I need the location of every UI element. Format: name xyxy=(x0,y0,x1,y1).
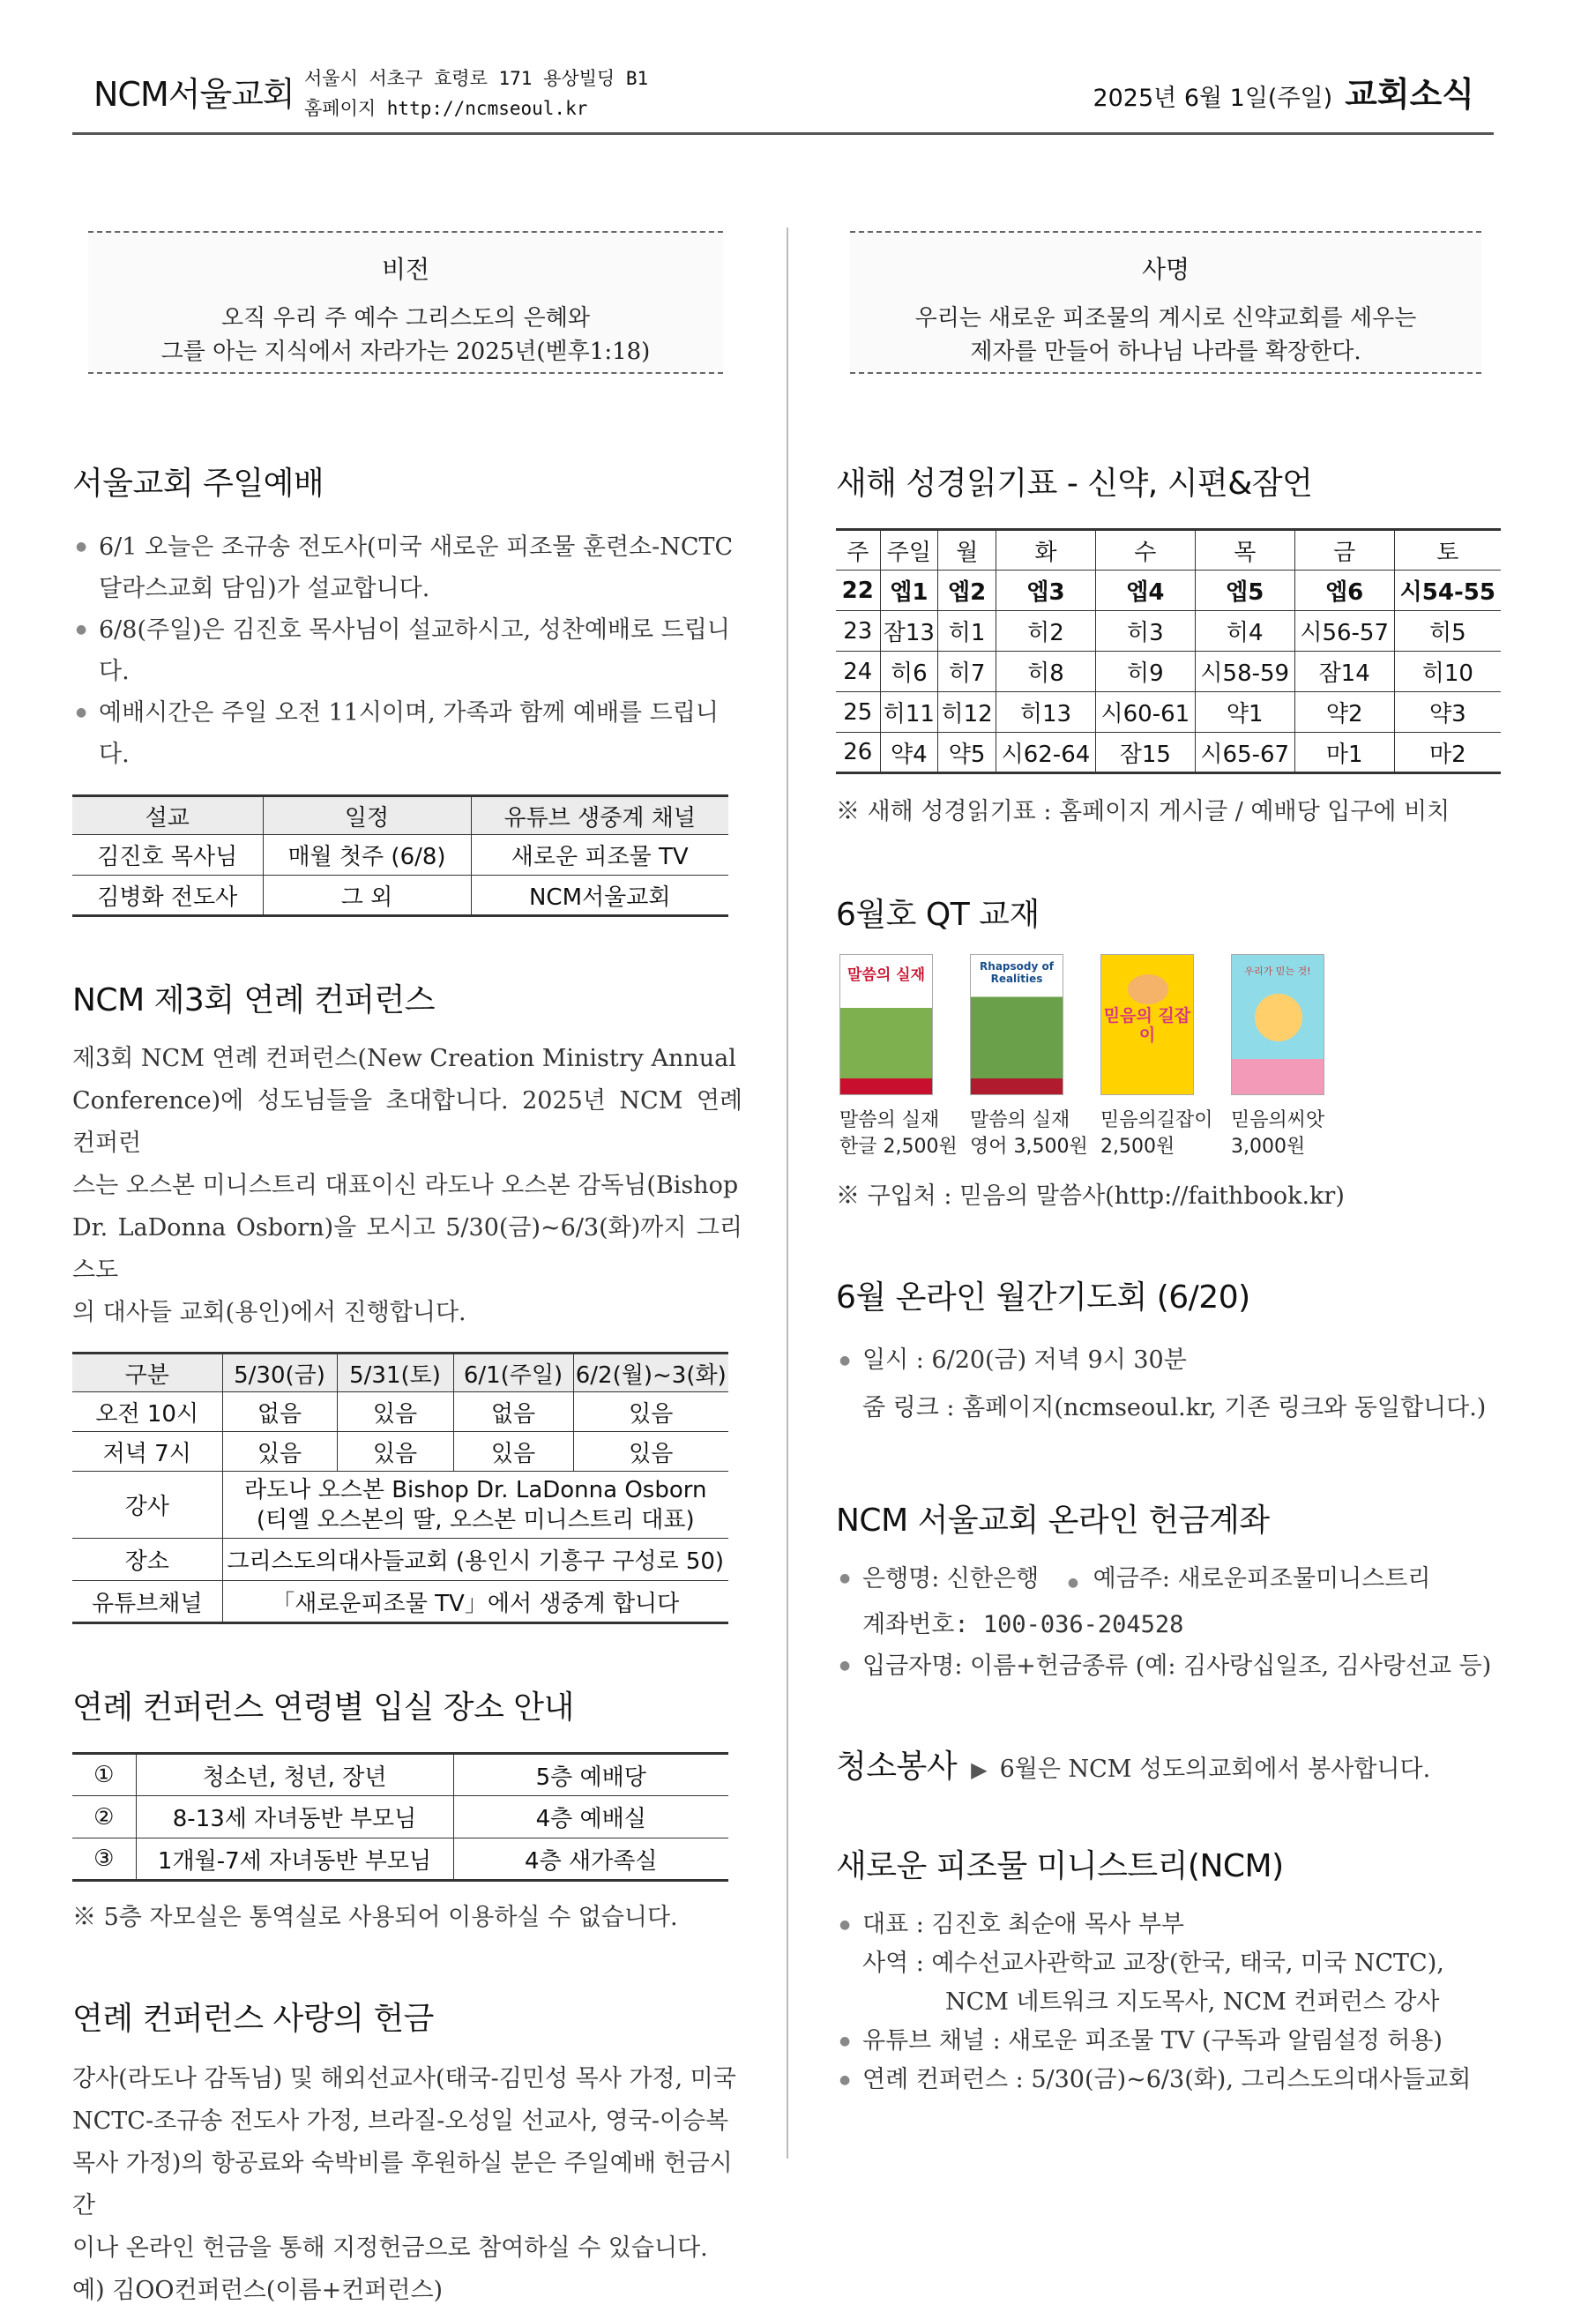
vision-line: 오직 우리 주 예수 그리스도의 은혜와 xyxy=(220,305,591,332)
para-line: Dr. LaDonna Osborn)을 모시고 5/30(금)~6/3(화)까지 그리스도 xyxy=(72,1214,742,1284)
cover-text: Rhapsody of Realities xyxy=(980,960,1054,985)
table-row xyxy=(72,1838,728,1881)
list-item: ● 은행명: 신한은행 ● 예금주: 새로운피조물미니스트리 xyxy=(836,1558,1506,1604)
table-cell: 24 xyxy=(836,652,880,692)
table-header: 유튜브 생중계 채널 xyxy=(471,796,728,835)
offering-title: 연례 컨퍼런스 사랑의 헌금 xyxy=(72,2001,434,2037)
table-cell: 히2 xyxy=(996,611,1096,652)
table-header: 5/30(금) xyxy=(222,1354,337,1392)
bank-name: 은행명: 신한은행 xyxy=(862,1565,1040,1592)
qt-book-cover xyxy=(1231,954,1324,1095)
table-cell: 「새로운피조물 TV」에서 생중계 합니다 xyxy=(222,1581,728,1623)
church-name: NCM서울교회 xyxy=(93,75,295,114)
list-item-cont: 달라스교회 담임)가 설교합니다. xyxy=(99,575,430,602)
table-cell: 마1 xyxy=(1294,733,1394,773)
mission-title: 사명 xyxy=(1141,255,1190,284)
worship-title: 서울교회 주일예배 xyxy=(72,466,324,502)
table-header: 월 xyxy=(938,530,996,571)
conference-title: NCM 제3회 연례 컨퍼런스 xyxy=(72,982,436,1018)
worship-table xyxy=(72,794,728,917)
table-cell: 5층 예배당 xyxy=(453,1754,728,1796)
cover-band xyxy=(1232,1059,1324,1094)
account-bullets xyxy=(836,1558,1506,1687)
table-cell: 약4 xyxy=(880,733,938,773)
table-header: 일정 xyxy=(263,796,471,835)
table-cell: 26 xyxy=(836,733,880,773)
list-item: ● 연례 컨퍼런스 : 5/30(금)~6/3(화), 그리스도의대사들교회 xyxy=(836,2061,1506,2099)
left-column xyxy=(72,459,742,2312)
table-row xyxy=(72,1539,728,1581)
table-cell: 마2 xyxy=(1394,733,1501,773)
table-cell: 없음 xyxy=(453,1392,573,1432)
qt-label xyxy=(839,1108,970,1160)
bulletin-title: 교회소식 xyxy=(1345,75,1474,114)
table-cell: 있음 xyxy=(453,1432,573,1472)
table-cell: 히12 xyxy=(938,692,996,733)
reading-note: ※ 새해 성경읽기표 : 홈페이지 게시글 / 예배당 입구에 비치 xyxy=(836,798,1451,825)
table-header: 화 xyxy=(996,530,1096,571)
table-cell: 시54-55 xyxy=(1394,571,1501,611)
church-address xyxy=(304,63,648,123)
table-cell: 1개월-7세 자녀동반 부모님 xyxy=(136,1838,453,1881)
qt-label-price: 3,000원 xyxy=(1231,1136,1306,1158)
header-right xyxy=(1093,67,1474,116)
table-cell: 히4 xyxy=(1195,611,1294,652)
table-cell: 청소년, 청년, 장년 xyxy=(136,1754,453,1796)
para-line: 스는 오스본 미니스트리 대표이신 라도나 오스본 감독님(Bishop xyxy=(72,1172,739,1199)
cleaning-text: 6월은 NCM 성도의교회에서 봉사합니다. xyxy=(999,1756,1431,1783)
cover-text: 믿음의 길잡이 xyxy=(1103,1006,1191,1045)
cleaning-row xyxy=(836,1741,1506,1786)
table-row xyxy=(836,733,1501,773)
rooms-note: ※ 5층 자모실은 통역실로 사용되어 이용하실 수 없습니다. xyxy=(72,1904,678,1931)
worship-bullets xyxy=(72,526,742,775)
table-cell: 김진호 목사님 xyxy=(72,835,263,876)
table-cell: 매월 첫주 (6/8) xyxy=(263,835,471,876)
rooms-title: 연례 컨퍼런스 연령별 입실 장소 안내 xyxy=(72,1689,574,1726)
speaker-line: (티엘 오스본의 딸, 오스본 미니스트리 대표) xyxy=(256,1506,695,1533)
table-cell: 히7 xyxy=(938,652,996,692)
table-cell: 있음 xyxy=(337,1392,453,1432)
table-row xyxy=(72,1754,728,1796)
table-header: 목 xyxy=(1195,530,1294,571)
table-cell: 히13 xyxy=(996,692,1096,733)
list-item: ● 대표 : 김진호 최순애 목사 부부 xyxy=(836,1906,1506,1944)
bulletin-date: 2025년 6월 1일(주일) xyxy=(1093,85,1333,112)
para-line: 강사(라도나 감독님) 및 해외선교사(태국-김민성 목사 가정, 미국 xyxy=(72,2065,736,2092)
table-cell: 시60-61 xyxy=(1095,692,1195,733)
qt-note: ※ 구입처 : 믿음의 말씀사(http://faithbook.kr) xyxy=(836,1182,1345,1210)
table-row xyxy=(72,835,728,876)
cover-band xyxy=(840,1078,932,1094)
conference-table xyxy=(72,1352,728,1624)
table-cell: 8-13세 자녀동반 부모님 xyxy=(136,1796,453,1838)
cover-figure-icon xyxy=(1128,974,1168,1004)
ncm-bullets xyxy=(836,1906,1506,2099)
qt-label-price: 2,500원 xyxy=(1100,1136,1175,1158)
qt-label-name: 말씀의 실재 xyxy=(970,1109,1070,1131)
vision-box xyxy=(88,231,723,374)
qt-label xyxy=(1231,1108,1361,1160)
conference-para xyxy=(72,1038,742,1334)
para-line: 제3회 NCM 연례 컨퍼런스(New Creation Ministry Annual xyxy=(72,1045,736,1072)
table-row xyxy=(836,611,1501,652)
qt-labels xyxy=(839,1108,1506,1160)
table-header: 구분 xyxy=(72,1354,222,1392)
list-item: 사역 : 예수선교사관학교 교장(한국, 태국, 미국 NCTC), xyxy=(862,1950,1444,1977)
cover-text: 우리가 믿는 것! xyxy=(1244,966,1311,977)
table-cell: 히5 xyxy=(1394,611,1501,652)
table-cell: 엡6 xyxy=(1294,571,1394,611)
list-item: ● 예배시간은 주일 오전 11시이며, 가족과 함께 예배를 드립니다. xyxy=(72,692,742,775)
cover-figure-icon xyxy=(1255,994,1302,1041)
table-cell: 시58-59 xyxy=(1195,652,1294,692)
table-cell: 4층 새가족실 xyxy=(453,1838,728,1881)
qt-books xyxy=(839,954,1506,1095)
table-header: 토 xyxy=(1394,530,1501,571)
rooms-table xyxy=(72,1752,728,1882)
table-cell: 저녁 7시 xyxy=(72,1432,222,1472)
table-cell: 오전 10시 xyxy=(72,1392,222,1432)
table-cell: 잠14 xyxy=(1294,652,1394,692)
table-row xyxy=(836,692,1501,733)
cover-text: 말씀의 실재 xyxy=(846,966,926,984)
table-header: 금 xyxy=(1294,530,1394,571)
vision-line: 그를 아는 지식에서 자라가는 2025년(벧후1:18) xyxy=(160,339,651,365)
table-header: 주 xyxy=(836,530,880,571)
table-cell: 히9 xyxy=(1095,652,1195,692)
qt-book-cover xyxy=(839,954,933,1095)
table-cell: 새로운 피조물 TV xyxy=(471,835,728,876)
table-row xyxy=(72,1432,728,1472)
table-cell: 시62-64 xyxy=(996,733,1096,773)
table-cell: 잠13 xyxy=(880,611,938,652)
table-cell: 엡5 xyxy=(1195,571,1294,611)
qt-title: 6월호 QT 교재 xyxy=(836,897,1040,933)
table-row xyxy=(72,1392,728,1432)
table-cell: 엡2 xyxy=(938,571,996,611)
para-line: 의 대사들 교회(용인)에서 진행합니다. xyxy=(72,1299,466,1326)
qt-label-name: 믿음의씨앗 xyxy=(1231,1109,1325,1131)
para-line: 이나 온라인 헌금을 통해 지정헌금으로 참여하실 수 있습니다. xyxy=(72,2234,708,2262)
right-column xyxy=(836,459,1506,2099)
qt-label-price: 한글 2,500원 xyxy=(839,1136,958,1158)
table-row xyxy=(72,1581,728,1623)
table-header: 5/31(토) xyxy=(337,1354,453,1392)
para-line: Conference)에 성도님들을 초대합니다. 2025년 NCM 연례 컨퍼런 xyxy=(72,1087,742,1157)
para-line: 예) 김OO컨퍼런스(이름+컨퍼런스) xyxy=(72,2277,444,2304)
table-cell: 22 xyxy=(836,571,880,611)
table-cell: 없음 xyxy=(222,1392,337,1432)
account-holder: 예금주: 새로운피조물미니스트리 xyxy=(1093,1565,1431,1592)
table-cell: 장소 xyxy=(72,1539,222,1581)
table-header: 6/2(월)~3(화) xyxy=(573,1354,728,1392)
table-header: 수 xyxy=(1095,530,1195,571)
table-cell: 강사 xyxy=(72,1472,222,1539)
table-cell: 시56-57 xyxy=(1294,611,1394,652)
list-item: 줌 링크 : 홈페이지(ncmseoul.kr, 기존 링크와 동일합니다.) xyxy=(862,1394,1487,1421)
prayer-title: 6월 온라인 월간기도회 (6/20) xyxy=(836,1279,1250,1316)
table-cell: 히10 xyxy=(1394,652,1501,692)
table-cell: 약1 xyxy=(1195,692,1294,733)
ncm-title: 새로운 피조물 미니스트리(NCM) xyxy=(836,1848,1284,1884)
list-item: ● 유튜브 채널 : 새로운 피조물 TV (구독과 알림설정 허용) xyxy=(836,2022,1506,2061)
table-cell: 히11 xyxy=(880,692,938,733)
table-cell: 있음 xyxy=(573,1392,728,1432)
list-item: 계좌번호: 100-036-204528 xyxy=(862,1611,1184,1638)
table-cell: 있음 xyxy=(337,1432,453,1472)
table-header: 6/1(주일) xyxy=(453,1354,573,1392)
mission-line: 제자를 만들어 하나님 나라를 확장한다. xyxy=(970,339,1361,365)
table-cell: 그 외 xyxy=(263,876,471,916)
list-item: ● 6/8(주일)은 김진호 목사님이 설교하시고, 성찬예배로 드립니다. xyxy=(72,609,742,692)
table-row xyxy=(72,1472,728,1539)
reading-table xyxy=(836,528,1501,774)
table-header: 설교 xyxy=(72,796,263,835)
qt-label-price: 영어 3,500원 xyxy=(970,1136,1088,1158)
table-header: 주일 xyxy=(880,530,938,571)
cleaning-title: 청소봉사 xyxy=(836,1749,958,1785)
table-cell: 23 xyxy=(836,611,880,652)
table-cell: 유튜브채널 xyxy=(72,1581,222,1623)
vision-title: 비전 xyxy=(381,255,430,284)
table-cell: 시65-67 xyxy=(1195,733,1294,773)
table-row xyxy=(836,571,1501,611)
table-cell: 엡4 xyxy=(1095,571,1195,611)
speaker-line: 라도나 오스본 Bishop Dr. LaDonna Osborn xyxy=(244,1476,707,1503)
qt-label xyxy=(1100,1108,1231,1160)
mission-box xyxy=(850,231,1481,374)
table-cell: 히1 xyxy=(938,611,996,652)
table-cell: 히8 xyxy=(996,652,1096,692)
table-cell: 히6 xyxy=(880,652,938,692)
cover-band xyxy=(971,1078,1063,1094)
header-rule xyxy=(72,132,1494,135)
qt-book-cover xyxy=(970,954,1063,1095)
account-title: NCM 서울교회 온라인 헌금계좌 xyxy=(836,1503,1270,1539)
list-item: ● 일시 : 6/20(금) 저녁 9시 30분 xyxy=(836,1337,1506,1384)
table-cell: ① xyxy=(72,1754,136,1796)
table-cell xyxy=(222,1472,728,1539)
list-item-cont: NCM 네트워크 지도목사, NCM 컨퍼런스 강사 xyxy=(945,1988,1440,2016)
table-cell: ③ xyxy=(72,1838,136,1881)
table-cell: 엡3 xyxy=(996,571,1096,611)
table-cell: 엡1 xyxy=(880,571,938,611)
qt-label-name: 말씀의 실재 xyxy=(839,1109,940,1131)
prayer-bullets xyxy=(836,1337,1506,1432)
table-cell: 약5 xyxy=(938,733,996,773)
qt-book-cover xyxy=(1100,954,1194,1095)
reading-title: 새해 성경읽기표 - 신약, 시편&잠언 xyxy=(836,466,1313,502)
qt-label-name: 믿음의길잡이 xyxy=(1100,1109,1213,1131)
table-cell: 히3 xyxy=(1095,611,1195,652)
table-cell: ② xyxy=(72,1796,136,1838)
column-divider xyxy=(787,227,788,2159)
table-cell: 그리스도의대사들교회 (용인시 기흥구 구성로 50) xyxy=(222,1539,728,1581)
table-cell: 있음 xyxy=(222,1432,337,1472)
table-cell: 잠15 xyxy=(1095,733,1195,773)
table-row xyxy=(836,652,1501,692)
homepage-line: 홈페이지 http://ncmseoul.kr xyxy=(304,98,588,119)
table-row xyxy=(72,1796,728,1838)
list-item: ● 입금자명: 이름+헌금종류 (예: 김사랑십일조, 김사랑선교 등) xyxy=(836,1645,1506,1687)
list-item: ● 6/1 오늘은 조규송 전도사(미국 새로운 피조물 훈련소-NCTC xyxy=(72,526,742,568)
list-item xyxy=(72,568,742,609)
para-line: NCTC-조규송 전도사 가정, 브라질-오성일 선교사, 영국-이승복 xyxy=(72,2107,729,2135)
table-cell: 약2 xyxy=(1294,692,1394,733)
mission-line: 우리는 새로운 피조물의 계시로 신약교회를 세우는 xyxy=(914,305,1417,332)
table-cell: 4층 예배실 xyxy=(453,1796,728,1838)
offering-para xyxy=(72,2058,742,2312)
address-line: 서울시 서초구 효령로 171 용상빌딩 B1 xyxy=(304,68,649,89)
table-cell: 있음 xyxy=(573,1432,728,1472)
table-cell: 약3 xyxy=(1394,692,1501,733)
table-cell: NCM서울교회 xyxy=(471,876,728,916)
table-row xyxy=(72,876,728,916)
table-cell: 25 xyxy=(836,692,880,733)
qt-label xyxy=(970,1108,1100,1160)
para-line: 목사 가정)의 항공료와 숙박비를 후원하실 분은 주일예배 헌금시간 xyxy=(72,2150,733,2219)
table-cell: 김병화 전도사 xyxy=(72,876,263,916)
arrow-right-icon: ▶ xyxy=(971,1757,988,1782)
